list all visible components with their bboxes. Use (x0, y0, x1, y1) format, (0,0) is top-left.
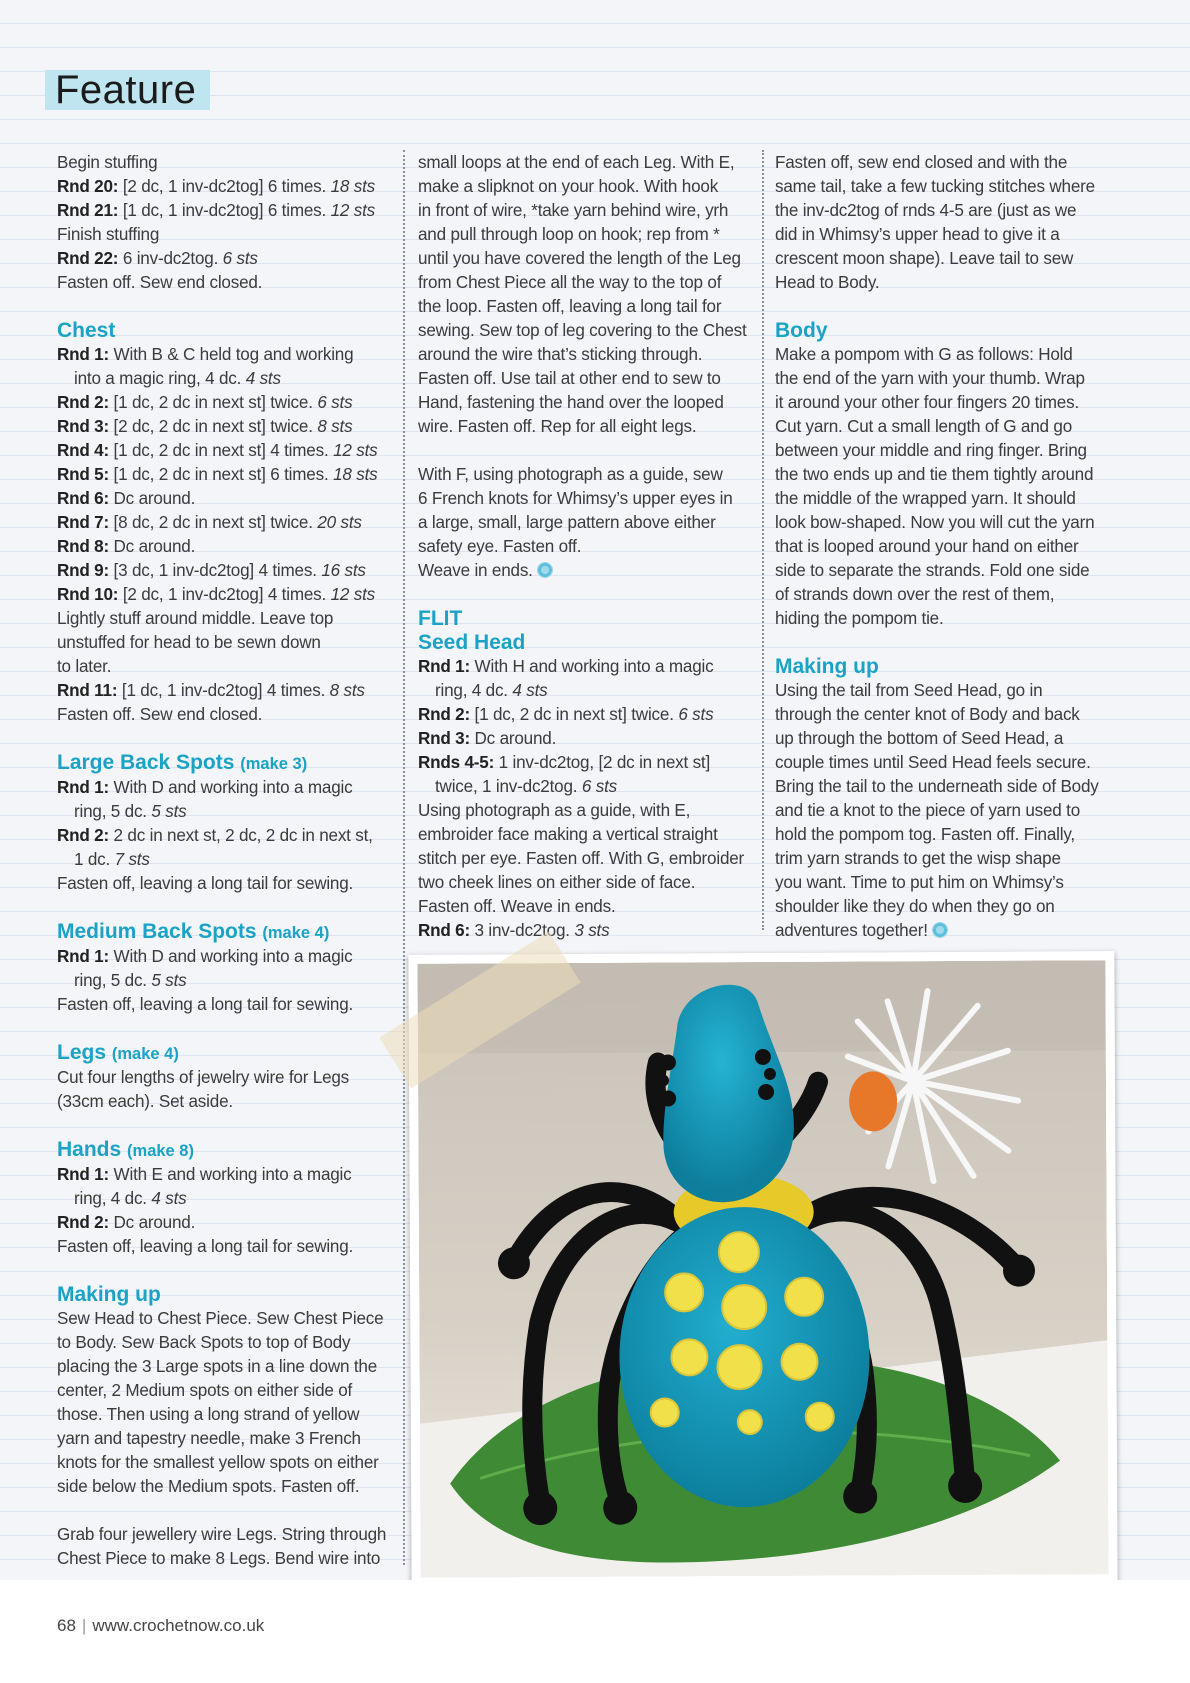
text-line: yarn and tapestry needle, make 3 French (57, 1429, 361, 1448)
text-line: Begin stuffing (57, 153, 158, 172)
text-line: Rnd 3: Dc around. (418, 729, 557, 748)
round-label: Rnd 2: (57, 826, 109, 845)
round-label: Rnd 5: (57, 465, 109, 484)
text-line: (33cm each). Set aside. (57, 1092, 233, 1111)
text-line: placing the 3 Large spots in a line down the (57, 1357, 378, 1376)
stitch-count: 6 sts (581, 777, 617, 796)
text-line: ring, 4 dc. 4 sts (74, 1189, 187, 1208)
text-line: side to separate the strands. Fold one side (775, 561, 1090, 580)
text-line: 1 dc. 7 sts (74, 850, 150, 869)
text-line: that is looped around your hand on either (775, 537, 1079, 556)
last-line: adventures together! (775, 919, 1120, 943)
text-line: Head to Body. (775, 273, 880, 292)
intro-instructions (57, 151, 402, 295)
text-line: Rnd 11: [1 dc, 1 inv-dc2tog] 4 times. 8 sts (57, 681, 365, 700)
body-text (775, 343, 1120, 631)
legs-heading: Legs (make 4) (57, 1041, 179, 1064)
text-line: crescent moon shape). Leave tail to sew (775, 249, 1074, 268)
text-line: Rnd 4: [1 dc, 2 dc in next st] 4 times. 12 sts (57, 441, 378, 460)
page-footer (57, 1616, 264, 1636)
text-line: Bring the tail to the underneath side of Body (775, 777, 1099, 796)
round-label: Rnds 4-5: (418, 753, 495, 772)
text-line: Chest Piece to make 8 Legs. Bend wire into (57, 1549, 381, 1568)
makingup-heading-2: Making up (775, 655, 879, 678)
stitch-count: 12 sts (330, 201, 376, 220)
text-line: center, 2 Medium spots on either side of (57, 1381, 353, 1400)
text-line: two cheek lines on either side of face. (418, 873, 696, 892)
large-spots-heading: Large Back Spots (make 3) (57, 751, 308, 774)
text-line: a large, small, large pattern above either (418, 513, 716, 532)
text-line: Grab four jewellery wire Legs. String through (57, 1525, 387, 1544)
text-line: Fasten off, leaving a long tail for sewing. (57, 1237, 354, 1256)
stitch-count: 16 sts (321, 561, 366, 580)
text-line: Rnd 2: 2 dc in next st, 2 dc, 2 dc in next st, (57, 826, 373, 845)
stitch-count: 3 sts (574, 921, 610, 940)
stitch-count: 6 sts (222, 249, 258, 268)
text-line: small loops at the end of each Leg. With E, (418, 153, 735, 172)
column-divider (762, 150, 764, 930)
text-line: up through the bottom of Seed Head, a (775, 729, 1064, 748)
text-line: Hand, fastening the hand over the looped (418, 393, 724, 412)
text-line: Rnd 1: With H and working into a magic (418, 657, 714, 676)
stitch-count: 5 sts (151, 971, 187, 990)
text-line: to Body. Sew Back Spots to top of Body (57, 1333, 351, 1352)
stitch-count: 4 sts (245, 369, 281, 388)
stitch-count: 7 sts (114, 850, 150, 869)
text-line: until you have covered the length of the Leg (418, 249, 741, 268)
text-line: Rnd 2: Dc around. (57, 1213, 196, 1232)
body-heading: Body (775, 319, 828, 342)
text-line: Rnd 6: 3 inv-dc2tog. 3 sts (418, 921, 610, 940)
text-line: same tail, take a few tucking stitches where (775, 177, 1095, 196)
text-line: Fasten off. Use tail at other end to sew to (418, 369, 721, 388)
text-line: Rnd 3: [2 dc, 2 dc in next st] twice. 8 sts (57, 417, 353, 436)
text-line: did in Whimsy’s upper head to give it a (775, 225, 1060, 244)
text-line: the loop. Fasten off, leaving a long tail for (418, 297, 722, 316)
legs-wire-text (57, 1523, 402, 1571)
text-line: Using the tail from Seed Head, go in (775, 681, 1043, 700)
text-line: safety eye. Fasten off. (418, 537, 582, 556)
stitch-count: 6 sts (678, 705, 714, 724)
text-line: Lightly stuff around middle. Leave top (57, 609, 334, 628)
eyes-text (418, 463, 758, 559)
round-label: Rnd 1: (57, 778, 109, 797)
medium-spots-instructions (57, 945, 402, 1017)
round-label: Rnd 1: (57, 1165, 109, 1184)
text-line: you want. Time to put him on Whimsy’s (775, 873, 1064, 892)
round-label: Rnd 22: (57, 249, 119, 268)
medium-spots-heading: Medium Back Spots (make 4) (57, 920, 330, 943)
text-line: 6 French knots for Whimsy’s upper eyes in (418, 489, 733, 508)
round-label: Rnd 11: (57, 681, 118, 700)
text-line: stitch per eye. Fasten off. With G, embroider (418, 849, 745, 868)
text-line: Rnd 22: 6 inv-dc2tog. 6 sts (57, 249, 258, 268)
text-line: Rnd 8: Dc around. (57, 537, 196, 556)
chest-instructions (57, 343, 402, 727)
text-line: Rnd 2: [1 dc, 2 dc in next st] twice. 6 sts (418, 705, 714, 724)
makingup-text (57, 1307, 402, 1499)
seed-head-heading: Seed Head (418, 631, 526, 654)
page-number: 68 (57, 1616, 76, 1635)
text-line: Rnd 6: Dc around. (57, 489, 196, 508)
round-label: Rnd 6: (418, 921, 470, 940)
stitch-count: 18 sts (333, 465, 378, 484)
yarn-ball-icon (932, 922, 948, 938)
text-line: Using photograph as a guide, with E, (418, 801, 691, 820)
stitch-count: 4 sts (512, 681, 548, 700)
stitch-count: 12 sts (333, 441, 378, 460)
round-label: Rnd 1: (57, 947, 109, 966)
text-line: Finish stuffing (57, 225, 160, 244)
round-label: Rnd 4: (57, 441, 109, 460)
round-label: Rnd 20: (57, 177, 119, 196)
column-2 (418, 151, 758, 943)
large-spots-instructions (57, 776, 402, 896)
stitch-count: 8 sts (317, 417, 353, 436)
round-label: Rnd 3: (418, 729, 470, 748)
round-label: Rnd 9: (57, 561, 109, 580)
makingup-heading: Making up (57, 1283, 161, 1306)
hands-instructions (57, 1163, 402, 1259)
makingup-text-2 (775, 679, 1120, 919)
photo-frame (408, 951, 1117, 1587)
text-line: Cut yarn. Cut a small length of G and go (775, 417, 1073, 436)
text-line: wire. Fasten off. Rep for all eight legs. (418, 417, 697, 436)
text-line: hold the pompom tog. Fasten off. Finally, (775, 825, 1075, 844)
legs-instructions (57, 1066, 402, 1114)
round-label: Rnd 1: (418, 657, 470, 676)
round-label: Rnd 6: (57, 489, 109, 508)
head-continued-text (775, 151, 1120, 295)
text-line: Rnd 9: [3 dc, 1 inv-dc2tog] 4 times. 16 sts (57, 561, 366, 580)
crochet-spider-illustration (417, 960, 1108, 1578)
text-line: Rnd 1: With B & C held tog and working (57, 345, 354, 364)
text-line: the two ends up and tie them tightly around (775, 465, 1094, 484)
text-line: look bow-shaped. Now you will cut the yarn (775, 513, 1095, 532)
chest-heading: Chest (57, 319, 116, 342)
text-line: in front of wire, *take yarn behind wire, yrh (418, 201, 729, 220)
column-1 (57, 151, 402, 1571)
text-line: Rnd 1: With E and working into a magic (57, 1165, 352, 1184)
text-line: between your middle and ring finger. Bring (775, 441, 1087, 460)
text-line: Rnd 5: [1 dc, 2 dc in next st] 6 times. 18 sts (57, 465, 378, 484)
text-line: Sew Head to Chest Piece. Sew Chest Piece (57, 1309, 384, 1328)
text-line: sewing. Sew top of leg covering to the Chest (418, 321, 747, 340)
hands-heading: Hands (make 8) (57, 1138, 194, 1161)
text-line: the middle of the wrapped yarn. It should (775, 489, 1076, 508)
round-label: Rnd 1: (57, 345, 109, 364)
round-label: Rnd 10: (57, 585, 119, 604)
text-line: Fasten off. Sew end closed. (57, 273, 263, 292)
text-line: those. Then using a long strand of yellow (57, 1405, 360, 1424)
footer-separator: | (81, 1616, 87, 1635)
text-line: and pull through loop on hook; rep from * (418, 225, 720, 244)
legs-continued-text (418, 151, 758, 439)
text-line: Fasten off, sew end closed and with the (775, 153, 1068, 172)
text-line: Fasten off. Sew end closed. (57, 705, 263, 724)
text-line: ring, 5 dc. 5 sts (74, 802, 187, 821)
text-line: into a magic ring, 4 dc. 4 sts (74, 369, 281, 388)
text-line: With F, using photograph as a guide, sew (418, 465, 723, 484)
text-line: and tie a knot to the piece of yarn used to (775, 801, 1080, 820)
text-line: the inv-dc2tog of rnds 4-5 are (just as we (775, 201, 1077, 220)
round-label: Rnd 21: (57, 201, 119, 220)
text-line: Make a pompom with G as follows: Hold (775, 345, 1073, 364)
stitch-count: 6 sts (317, 393, 353, 412)
text-line: trim yarn strands to get the wisp shape (775, 849, 1061, 868)
text-line: twice, 1 inv-dc2tog. 6 sts (435, 777, 617, 796)
stitch-count: 18 sts (330, 177, 376, 196)
text-line: of strands down over the rest of them, (775, 585, 1055, 604)
text-line: hiding the pompom tie. (775, 609, 944, 628)
seed-head-instructions (418, 655, 758, 943)
text-line: Rnds 4-5: 1 inv-dc2tog, [2 dc in next st] (418, 753, 711, 772)
stitch-count: 8 sts (329, 681, 365, 700)
round-label: Rnd 2: (418, 705, 470, 724)
stitch-count: 4 sts (151, 1189, 187, 1208)
stitch-count: 5 sts (151, 802, 187, 821)
round-label: Rnd 7: (57, 513, 109, 532)
text-line: Cut four lengths of jewelry wire for Legs (57, 1068, 350, 1087)
text-line: make a slipknot on your hook. With hook (418, 177, 719, 196)
text-line: Fasten off. Weave in ends. (418, 897, 616, 916)
round-label: Rnd 8: (57, 537, 109, 556)
stitch-count: 20 sts (317, 513, 362, 532)
section-label: Feature (45, 70, 210, 110)
round-label: Rnd 2: (57, 1213, 109, 1232)
weave-line: Weave in ends. (418, 559, 758, 583)
text-line: Rnd 21: [1 dc, 1 inv-dc2tog] 6 times. 12 sts (57, 201, 376, 220)
text-line: Fasten off, leaving a long tail for sewing. (57, 874, 354, 893)
text-line: Rnd 2: [1 dc, 2 dc in next st] twice. 6 sts (57, 393, 353, 412)
text-line: Fasten off, leaving a long tail for sewing. (57, 995, 354, 1014)
text-line: Rnd 1: With D and working into a magic (57, 778, 353, 797)
text-line: the end of the yarn with your thumb. Wrap (775, 369, 1085, 388)
text-line: side below the Medium spots. Fasten off. (57, 1477, 360, 1496)
stitch-count: 12 sts (330, 585, 376, 604)
text-line: around the wire that’s sticking through. (418, 345, 703, 364)
yarn-ball-icon (537, 562, 553, 578)
text-line: through the center knot of Body and back (775, 705, 1080, 724)
column-divider (403, 150, 405, 1565)
text-line: it around your other four fingers 20 times. (775, 393, 1079, 412)
text-line: unstuffed for head to be sewn down (57, 633, 321, 652)
text-line: ring, 5 dc. 5 sts (74, 971, 187, 990)
site-url[interactable]: www.crochetnow.co.uk (92, 1616, 265, 1635)
text-line: ring, 4 dc. 4 sts (435, 681, 548, 700)
text-line: Rnd 7: [8 dc, 2 dc in next st] twice. 20 sts (57, 513, 362, 532)
column-3 (775, 151, 1120, 943)
round-label: Rnd 2: (57, 393, 109, 412)
text-line: shoulder like they do when they go on (775, 897, 1055, 916)
round-label: Rnd 3: (57, 417, 109, 436)
text-line: Rnd 1: With D and working into a magic (57, 947, 353, 966)
text-line: knots for the smallest yellow spots on either (57, 1453, 379, 1472)
text-line: Rnd 20: [2 dc, 1 inv-dc2tog] 6 times. 18 sts (57, 177, 376, 196)
text-line: embroider face making a vertical straight (418, 825, 718, 844)
text-line: couple times until Seed Head feels secure. (775, 753, 1091, 772)
text-line: to later. (57, 657, 112, 676)
text-line: from Chest Piece all the way to the top of (418, 273, 722, 292)
flit-heading: FLIT (418, 607, 463, 630)
spider-photo (417, 960, 1108, 1578)
text-line: Rnd 10: [2 dc, 1 inv-dc2tog] 4 times. 12 sts (57, 585, 376, 604)
